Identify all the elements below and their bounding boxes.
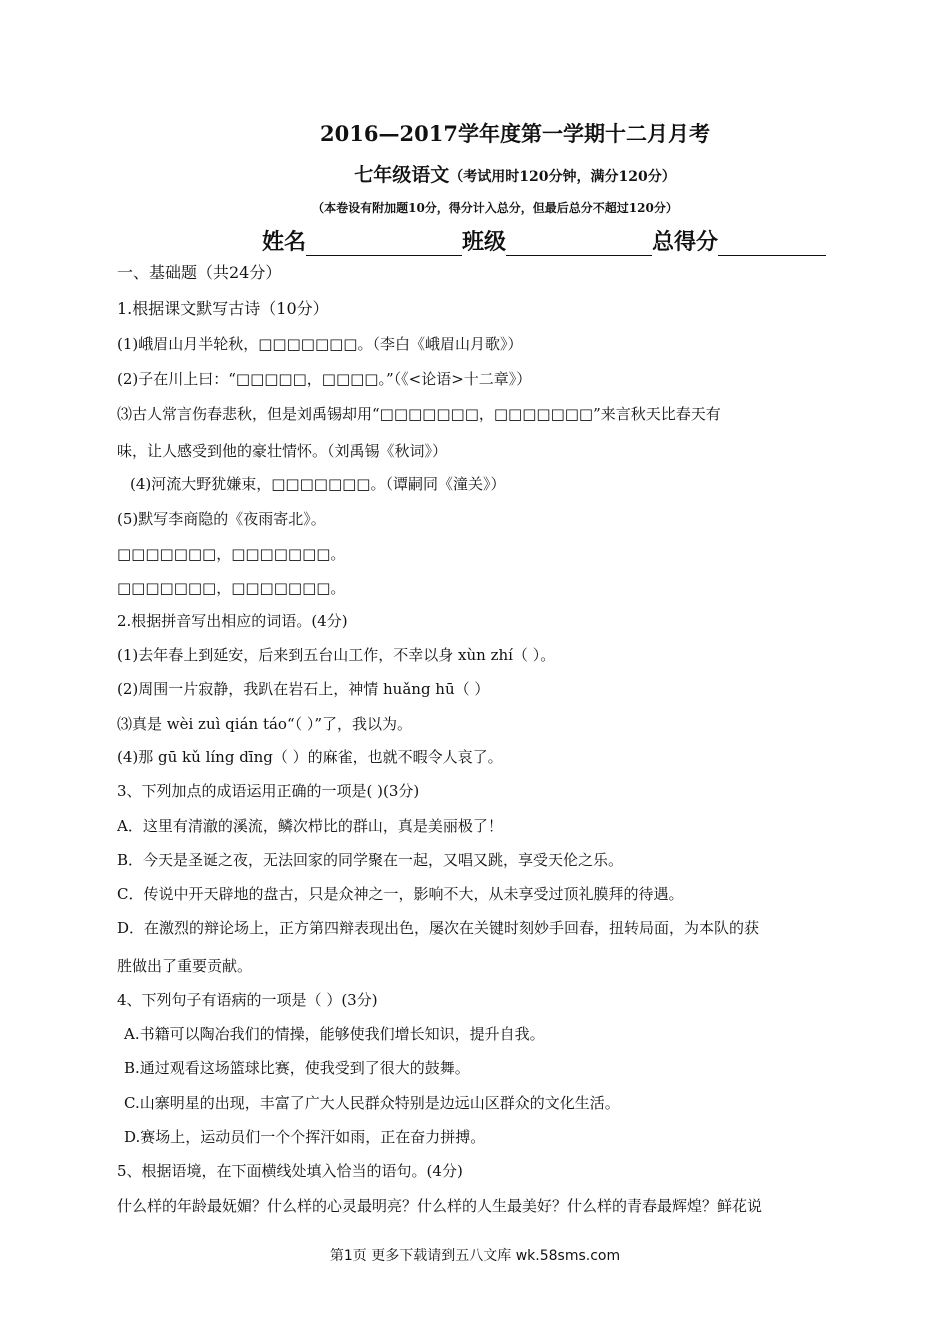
question-2-item-2: (2)周围一片寂静，我趴在岩石上，神情 huǎng hū（ ） bbox=[117, 680, 490, 698]
bonus-note: （本卷设有附加题10分，得分计入总分，但最后总分不超过120分） bbox=[312, 201, 678, 215]
exam-time-note: （考试用时120分钟，满分120分） bbox=[449, 169, 676, 185]
question-3-option-b: B．今天是圣诞之夜，无法回家的同学聚在一起，又唱又跳，享受天伦之乐。 bbox=[117, 851, 624, 869]
question-2-item-4: (4)那 gū kǔ líng dīng（ ）的麻雀，也就不暇令人哀了。 bbox=[117, 748, 503, 766]
answer-box-line: □□□□□□□，□□□□□□□。 bbox=[117, 545, 346, 563]
question-1-item-2: (2)子在川上曰：“□□□□□，□□□□。”（《<论语>十二章》） bbox=[117, 370, 532, 388]
name-label: 姓名 bbox=[262, 229, 307, 255]
total-score-label: 总得分 bbox=[652, 229, 719, 255]
question-3-option-d-cont: 胜做出了重要贡献。 bbox=[117, 957, 253, 975]
question-1-item-3-cont: 味，让人感受到他的豪壮情怀。（刘禹锡《秋词》） bbox=[117, 442, 448, 460]
total-score-blank[interactable] bbox=[718, 233, 826, 256]
class-label: 班级 bbox=[462, 229, 507, 255]
exam-title: 2016—2017学年度第一学期十二月月考 bbox=[320, 121, 710, 146]
section-heading: 一、基础题（共24分） bbox=[117, 263, 282, 282]
question-2-heading: 2.根据拼音写出相应的词语。(4分) bbox=[117, 612, 348, 630]
question-4-option-a: A.书籍可以陶冶我们的情操，能够使我们增长知识，提升自我。 bbox=[124, 1025, 545, 1043]
exam-subtitle bbox=[40, 160, 950, 187]
page-footer: 第1页 更多下载请到五八文库 wk.58sms.com bbox=[329, 1248, 621, 1264]
question-5-passage: 什么样的年龄最妩媚？什么样的心灵最明亮？什么样的人生最美好？什么样的青春最辉煌？鲜花说 bbox=[117, 1197, 763, 1215]
question-3-option-a: A．这里有清澈的溪流，鳞次栉比的群山，真是美丽极了！ bbox=[117, 817, 503, 835]
subject-label: 七年级语文 bbox=[354, 164, 450, 186]
class-blank[interactable] bbox=[506, 233, 652, 256]
question-1-item-1: (1)峨眉山月半轮秋，□□□□□□□。（李白《峨眉山月歌》） bbox=[117, 335, 523, 353]
question-1-heading: 1.根据课文默写古诗（10分） bbox=[117, 299, 329, 318]
question-4-heading: 4、下列句子有语病的一项是（ ）(3分) bbox=[117, 991, 378, 1009]
question-2-item-1: (1)去年春上到延安，后来到五台山工作，不幸以身 xùn zhí（ ）。 bbox=[117, 646, 556, 664]
student-info-row bbox=[262, 225, 826, 256]
question-1-item-3: ⑶古人常言伤春悲秋，但是刘禹锡却用“□□□□□□□，□□□□□□□”来言秋天比春天有 bbox=[117, 405, 721, 423]
question-3-option-c: C．传说中开天辟地的盘古，只是众神之一，影响不大，从未享受过顶礼膜拜的待遇。 bbox=[117, 885, 684, 903]
question-1-item-4: (4)河流大野犹嫌束，□□□□□□□。（谭嗣同《潼关》） bbox=[130, 475, 506, 493]
name-blank[interactable] bbox=[306, 233, 462, 256]
question-1-item-5: (5)默写李商隐的《夜雨寄北》。 bbox=[117, 510, 326, 528]
question-5-heading: 5、根据语境，在下面横线处填入恰当的语句。(4分) bbox=[117, 1162, 463, 1180]
question-4-option-d: D.赛场上，运动员们一个个挥汗如雨，正在奋力拼搏。 bbox=[124, 1128, 486, 1146]
question-3-option-d: D．在激烈的辩论场上，正方第四辩表现出色，屡次在关键时刻妙手回春，扭转局面，为本队的获 bbox=[117, 919, 760, 937]
question-4-option-c: C.山寨明星的出现，丰富了广大人民群众特别是边远山区群众的文化生活。 bbox=[124, 1094, 620, 1112]
answer-box-line: □□□□□□□，□□□□□□□。 bbox=[117, 579, 346, 597]
question-3-heading: 3、下列加点的成语运用正确的一项是( )(3分) bbox=[117, 782, 420, 800]
question-2-item-3: ⑶真是 wèi zuì qián táo“（ ）”了，我以为。 bbox=[117, 715, 413, 733]
question-4-option-b: B.通过观看这场篮球比赛，使我受到了很大的鼓舞。 bbox=[124, 1059, 470, 1077]
